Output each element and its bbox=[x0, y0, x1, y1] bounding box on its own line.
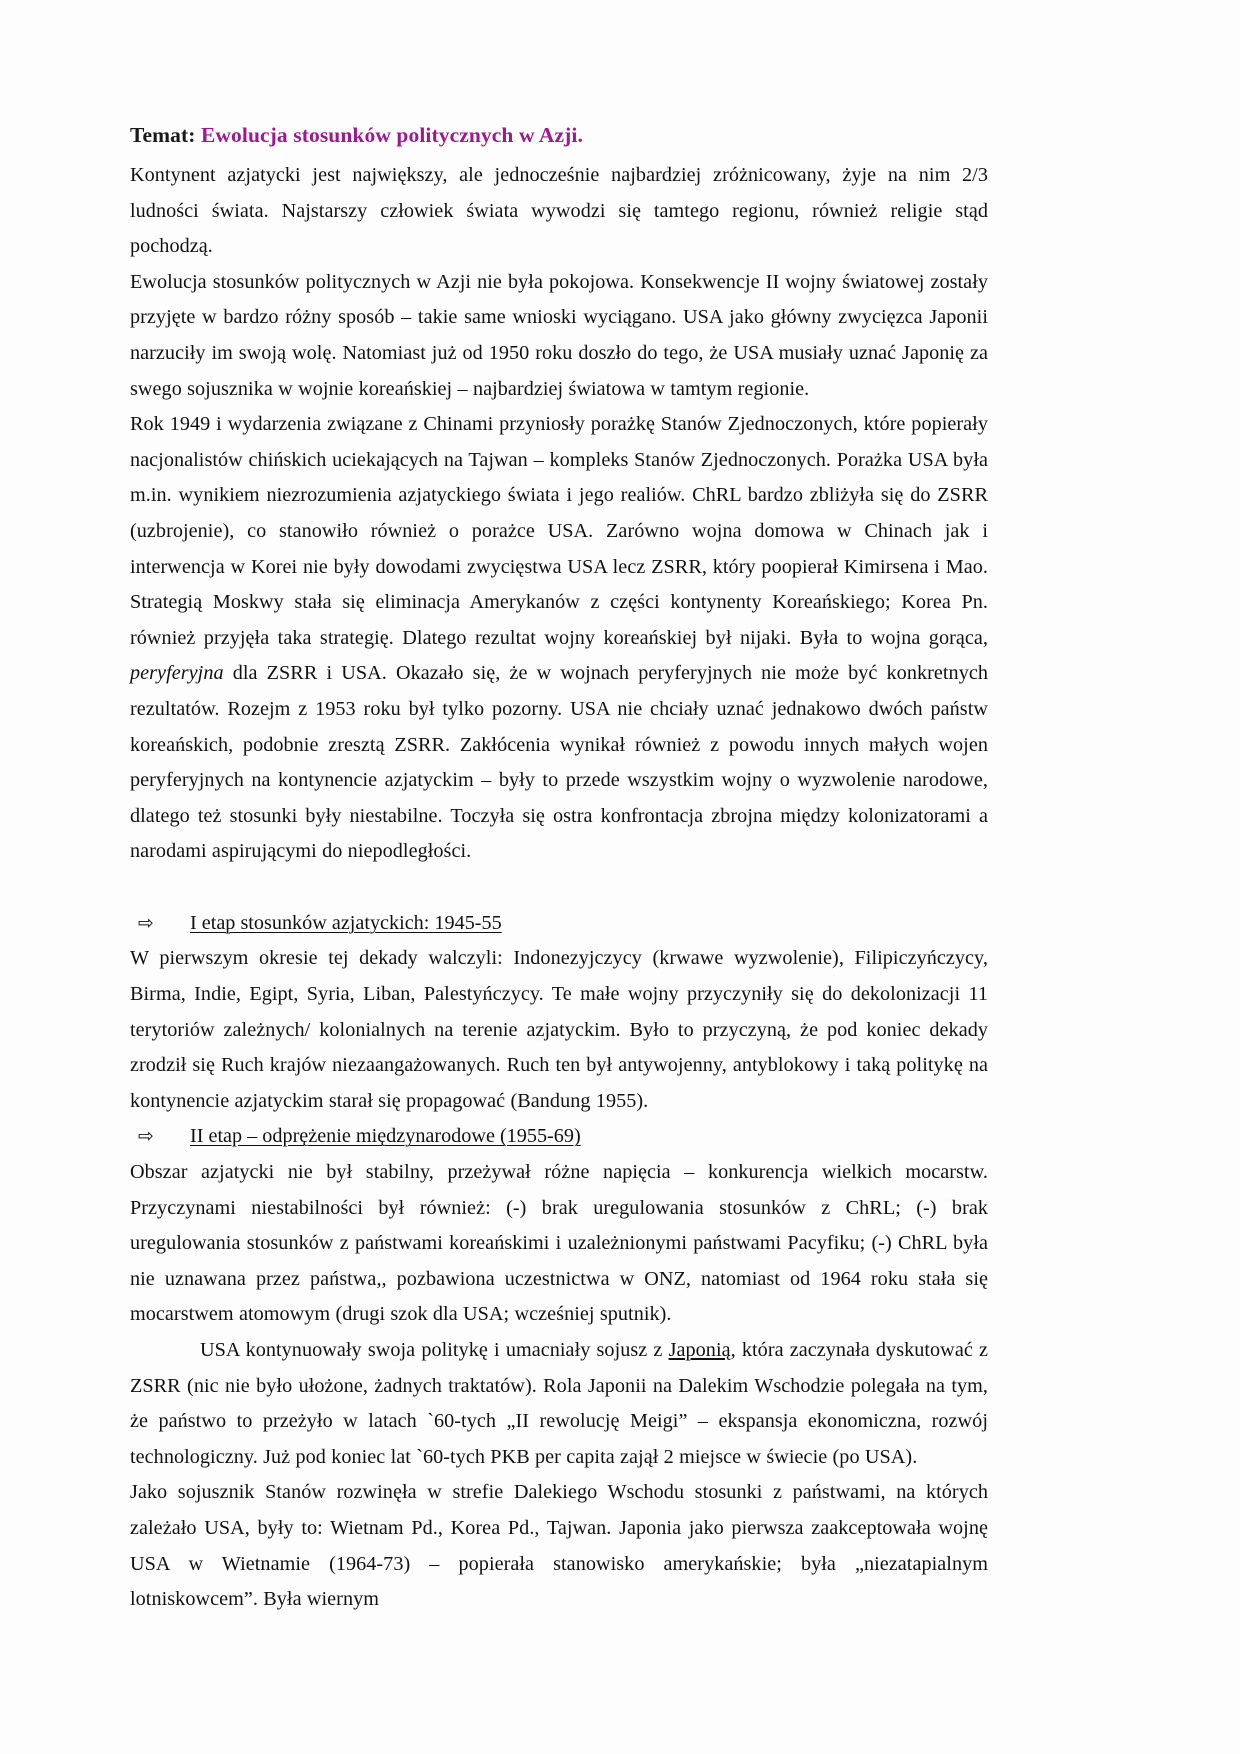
paragraph-1949-part-a: Rok 1949 i wydarzenia związane z Chinami przyniosły porażkę Stanów Zjednoczonych, które popierały nacjonalistów chińskich uciekających na Tajwan – kompleks Stanów Zjednoczonych. Porażka USA była m.in. wynikiem niezrozumienia azjatyckiego świata i jego realiów. ChRL bardzo zbliżyła się do ZSRR (uzbrojenie), co stanowiło również o porażce USA. Zarówno wojna domowa w Chinach jak i interwencja w Korei nie były dowodami zwycięstwa USA lecz ZSRR, który poopierał Kimirsena i Mao. Strategią Moskwy stała się eliminacja Amerykanów z części kontynenty Koreańskiego; Korea Pn. również przyjęła taka strategię. Dlatego rezultat wojny koreańskiej był nijaki. Była to wojna gorąca, bbox=[130, 413, 988, 649]
underlined-term-japonia: Japonią bbox=[668, 1339, 731, 1361]
section-heading-stage-1-label: I etap stosunków azjatyckich: 1945-55 bbox=[190, 911, 502, 934]
paragraph-usa-japan bbox=[130, 1333, 988, 1475]
paragraph-usa-japan-part-b: , która zaczynała dyskutować z ZSRR (nic nie było ułożone, żadnych traktatów). Rola Japonii na Dalekim Wschodzie polegała na tym, że państwo to przeżyło w latach `60-tych „II rewolucję Meigi” – ekspansja ekonomiczna, rozwój technologiczny. Już pod koniec lat `60-tych PKB per capita zajął 2 miejsce w świecie (po USA). bbox=[130, 1339, 988, 1468]
paragraph-1949 bbox=[130, 407, 988, 870]
arrow-right-icon: ⇨ bbox=[138, 911, 154, 934]
paragraph-usa-japan-part-a: USA kontynuowały swoja politykę i umacniały sojusz z bbox=[200, 1339, 669, 1361]
paragraph-stage-2-body: Obszar azjatycki nie był stabilny, przeżywał różne napięcia – konkurencja wielkich mocarstw. Przyczynami niestabilności był również: (-) brak uregulowania stosunków z ChRL; (-) brak uregulowania stosunków z państwami koreańskimi i uzależnionymi państwami Pacyfiku; (-) ChRL była nie uznawana przez państwa,, pozbawiona uczestnictwa w ONZ, natomiast od 1964 roku stała się mocarstwem atomowym (drugi szok dla USA; wcześniej sputnik). bbox=[130, 1161, 988, 1326]
document-body bbox=[130, 118, 988, 1618]
paragraph-1949-part-b: dla ZSRR i USA. Okazało się, że w wojnach peryferyjnych nie może być konkretnych rezultatów. Rozejm z 1953 roku był tylko pozorny. USA nie chciały uznać jednakowo dwóch państw koreańskich, podobnie zresztą ZSRR. Zakłócenia wynikał również z powodu innych małych wojen peryferyjnych na kontynencie azjatyckim – były to przede wszystkim wojny o wyzwolenie narodowe, dlatego też stosunki były niestabilne. Toczyła się ostra konfrontacja zbrojna między kolonizatorami a narodami aspirującymi do niepodległości. bbox=[130, 662, 988, 863]
paragraph-intro: Kontynent azjatycki jest największy, ale jednocześnie najbardziej zróżnicowany, żyje na nim 2/3 ludności świata. Najstarszy człowiek świata wywodzi się tamtego regionu, również religie stąd pochodzą. bbox=[130, 164, 988, 258]
emphasis-peryferyjna: peryferyjna bbox=[130, 662, 224, 685]
section-heading-stage-2 bbox=[130, 1119, 988, 1155]
page-title bbox=[130, 118, 988, 152]
section-heading-stage-1 bbox=[130, 906, 988, 942]
paragraph-evolution: Ewolucja stosunków politycznych w Azji nie była pokojowa. Konsekwencje II wojny światowej zostały przyjęte w bardzo różny sposób – takie same wnioski wyciągano. USA jako główny zwycięzca Japonii narzuciły im swoją wolę. Natomiast już od 1950 roku doszło do tego, że USA musiały uznać Japonię za swego sojusznika w wojnie koreańskiej – najbardziej światowa w tamtym regionie. bbox=[130, 270, 988, 400]
title-text: Ewolucja stosunków politycznych w Azji. bbox=[200, 123, 583, 147]
spacer bbox=[130, 870, 988, 906]
section-heading-stage-2-label: II etap – odprężenie międzynarodowe (1955-69) bbox=[190, 1125, 581, 1148]
paragraph-stage-1-body: W pierwszym okresie tej dekady walczyli: Indonezyjczycy (krwawe wyzwolenie), Filipiczyńczycy, Birma, Indie, Egipt, Syria, Liban, Palestyńczycy. Te małe wojny przyczyniły się do dekolonizacji 11 terytoriów zależnych/ kolonialnych na terenie azjatyckim. Było to przyczyną, że pod koniec dekady zrodził się Ruch krajów niezaangażowanych. Ruch ten był antywojenny, antyblokowy i taką politykę na kontynencie azjatyckim starał się propagować (Bandung 1955). bbox=[130, 947, 988, 1112]
title-label: Temat: bbox=[130, 123, 196, 147]
paragraph-ally: Jako sojusznik Stanów rozwinęła w strefie Dalekiego Wschodu stosunki z państwami, na których zależało USA, były to: Wietnam Pd., Korea Pd., Tajwan. Japonia jako pierwsza zaakceptowała wojnę USA w Wietnamie (1964-73) – popierała stanowisko amerykańskie; była „niezatapialnym lotniskowcem”. Była wiernym bbox=[130, 1481, 988, 1611]
arrow-right-icon-2: ⇨ bbox=[138, 1125, 154, 1148]
